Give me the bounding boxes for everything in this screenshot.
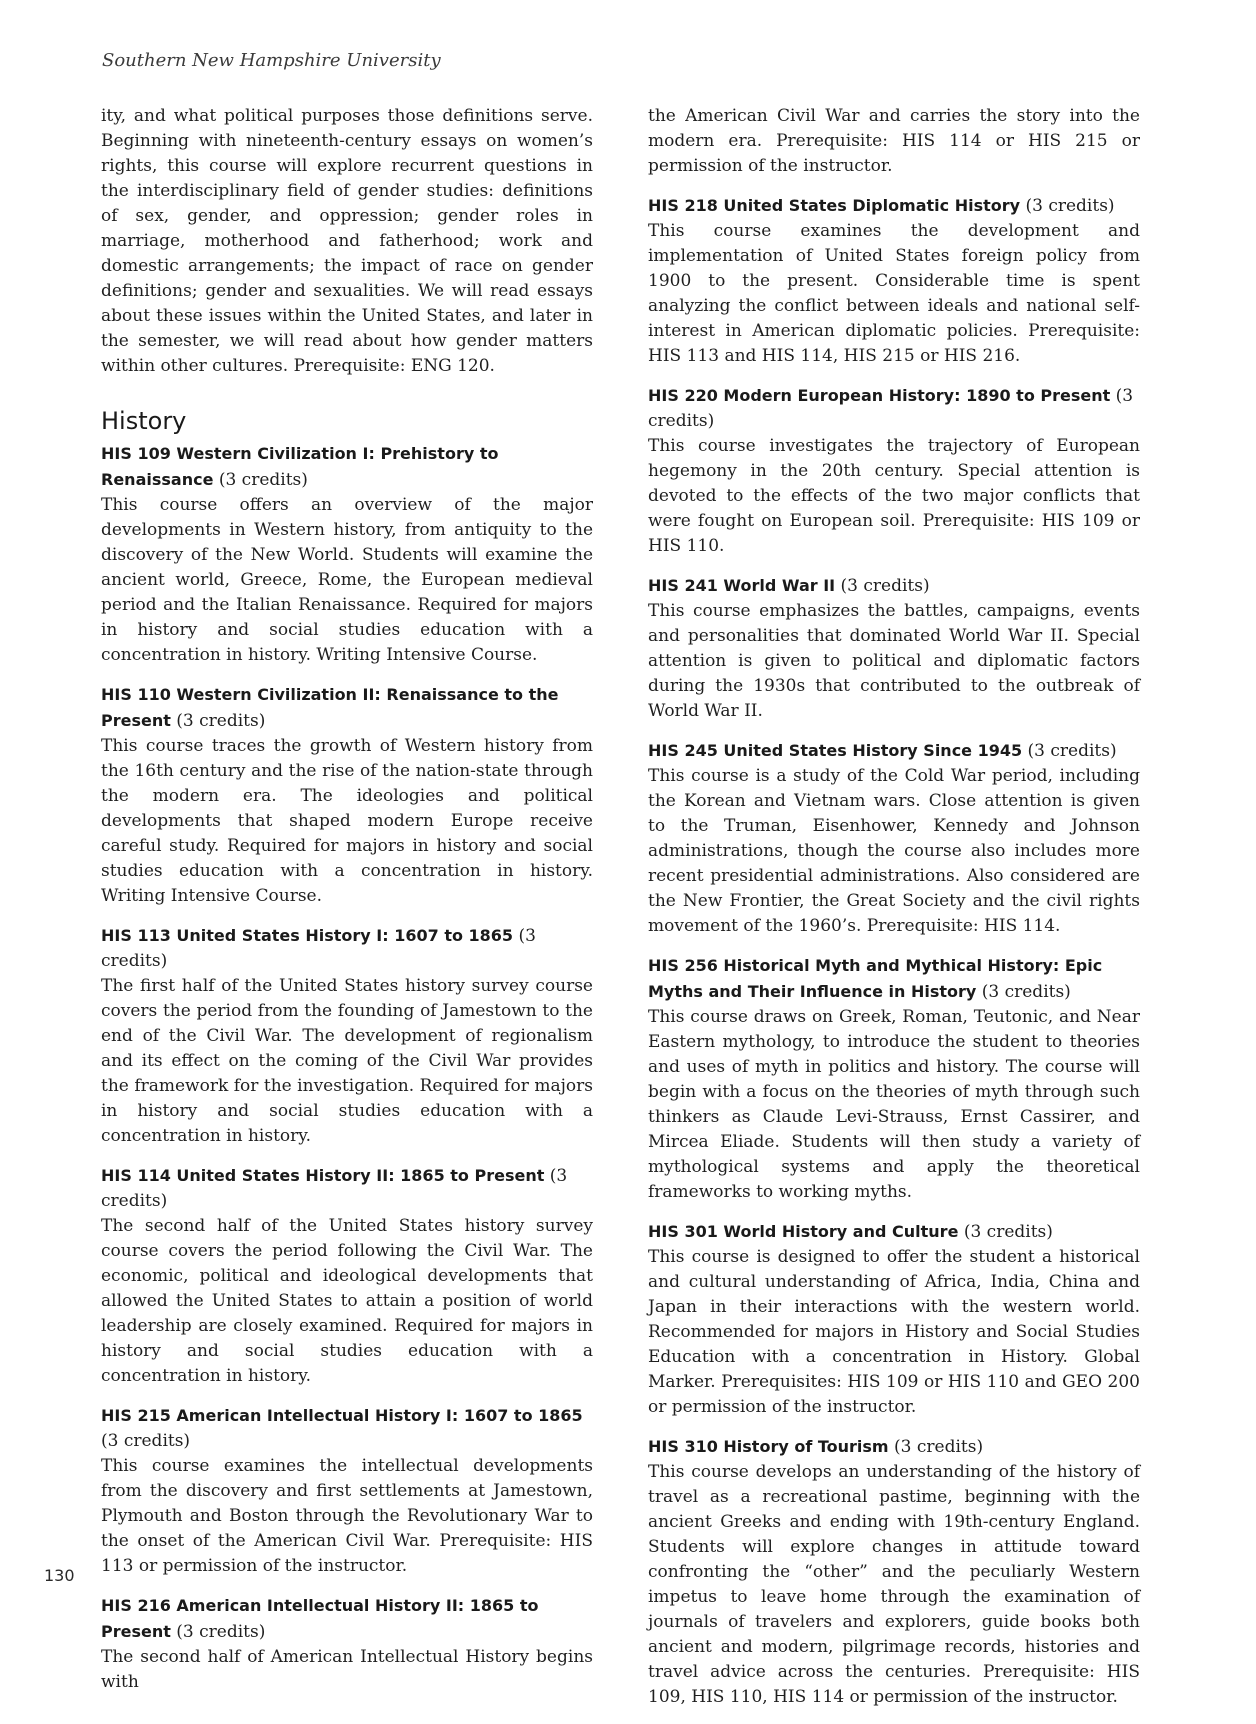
- course-entry: [648, 573, 1140, 724]
- course-entry: [101, 1403, 593, 1579]
- course-heading: [101, 1403, 593, 1454]
- course-entry: [101, 1163, 593, 1389]
- course-title: HIS 256 Historical Myth and Mythical History: Epic Myths and Their Influence in History: [648, 956, 1103, 1001]
- course-heading: [648, 953, 1140, 1005]
- course-entry: [648, 738, 1140, 939]
- course-description: This course is designed to offer the student a historical and cultural understanding of Africa, India, China and Japan in their interactions with the western world. Recommended for majors in History and Social Studies Education with a concentration in History. Global Marker. Prerequisites: HIS 109 or HIS 110 and GEO 200 or permission of the instructor.: [648, 1247, 1140, 1417]
- course-entry: [648, 1219, 1140, 1420]
- course-credits: (3 credits): [981, 982, 1071, 1002]
- course-description: This course examines the intellectual developments from the discovery and first settlements at Jamestown, Plymouth and Boston through the Revolutionary War to the onset of the American Civil War. Prerequisite: HIS 113 or permission of the instructor.: [101, 1456, 593, 1576]
- course-title: HIS 114 United States History II: 1865 to Present: [101, 1166, 545, 1185]
- course-credits: (3 credits): [894, 1437, 984, 1457]
- course-entry: [648, 193, 1140, 369]
- course-credits: (3 credits): [218, 470, 308, 490]
- running-head: Southern New Hampshire University: [102, 50, 441, 71]
- course-title: HIS 113 United States History I: 1607 to 1865: [101, 926, 514, 945]
- course-description: This course emphasizes the battles, campaigns, events and personalities that dominated World War II. Special attention is given to political and diplomatic factors during the 1930s that contributed to the outbreak of World War II.: [648, 601, 1140, 721]
- course-entry: [101, 441, 593, 668]
- course-entry: [648, 1434, 1140, 1710]
- left-column: [101, 104, 593, 1709]
- course-heading: [101, 923, 593, 974]
- course-title: HIS 216 American Intellectual History II: 1865 to Present: [101, 1596, 539, 1641]
- course-heading: [648, 573, 1140, 599]
- course-description: This course develops an understanding of the history of travel as a recreational pastime, beginning with the ancient Greeks and ending with 19th-century England. Students will explore changes in attitude toward confronting the “other” and the peculiarly Western impetus to leave home through the examination of journals of travelers and explorers, guide books both ancient and modern, pilgrimage records, histories and travel advice across the centuries. Prerequisite: HIS 109, HIS 110, HIS 114 or permission of the instructor.: [648, 1462, 1140, 1707]
- course-heading: [101, 682, 593, 734]
- course-heading: [101, 441, 593, 493]
- course-credits: (3 credits): [101, 1431, 191, 1451]
- course-credits: (3 credits): [101, 1166, 568, 1211]
- course-credits: (3 credits): [648, 386, 1134, 431]
- course-title: HIS 215 American Intellectual History I: 1607 to 1865: [101, 1406, 583, 1425]
- course-credits: (3 credits): [176, 711, 266, 731]
- course-credits: (3 credits): [1025, 196, 1115, 216]
- course-entry: [648, 383, 1140, 559]
- course-description: This course examines the development and implementation of United States foreign policy from 1900 to the present. Considerable time is spent analyzing the conflict between ideals and national self-interest in American diplomatic policies. Prerequisite: HIS 113 and HIS 114, HIS 215 or HIS 216.: [648, 221, 1140, 366]
- course-heading: [648, 193, 1140, 219]
- continued-paragraph: the American Civil War and carries the story into the modern era. Prerequisite: HIS 114 or HIS 215 or permission of the instructor.: [648, 106, 1140, 176]
- section-heading: History: [101, 407, 187, 435]
- course-description: This course draws on Greek, Roman, Teutonic, and Near Eastern mythology, to introduce the student to theories and uses of myth in politics and history. The course will begin with a focus on the theories of myth through such thinkers as Claude Levi-Strauss, Ernst Cassirer, and Mircea Eliade. Students will then study a variety of mythological systems and apply the theoretical frameworks to working myths.: [648, 1007, 1140, 1202]
- course-heading: [648, 1219, 1140, 1245]
- course-title: HIS 218 United States Diplomatic History: [648, 196, 1021, 215]
- course-description: The second half of American Intellectual History begins with: [101, 1647, 593, 1692]
- course-description: This course investigates the trajectory of European hegemony in the 20th century. Special attention is devoted to the effects of the two major conflicts that were fought on European soil. Prerequisite: HIS 109 or HIS 110.: [648, 436, 1140, 556]
- course-heading: [101, 1163, 593, 1214]
- course-title: HIS 110 Western Civilization II: Renaissance to the Present: [101, 685, 559, 730]
- page-number: 130: [44, 1566, 75, 1585]
- course-credits: (3 credits): [101, 926, 536, 971]
- course-heading: [648, 383, 1140, 434]
- course-heading: [648, 738, 1140, 764]
- course-credits: (3 credits): [1027, 741, 1117, 761]
- course-description: The second half of the United States history survey course covers the period following the Civil War. The economic, political and ideological developments that allowed the United States to attain a position of world leadership are closely examined. Required for majors in history and social studies education with a concentration in history.: [101, 1216, 593, 1386]
- intro-paragraph: ity, and what political purposes those definitions serve. Beginning with nineteenth-century essays on women’s rights, this course will explore recurrent questions in the interdisciplinary field of gender studies: definitions of sex, gender, and oppression; gender roles in marriage, motherhood and fatherhood; work and domestic arrangements; the impact of race on gender definitions; gender and sexualities. We will read essays about these issues within the United States, and later in the semester, we will read about how gender matters within other cultures. Prerequisite: ENG 120.: [101, 106, 593, 376]
- course-entry: [101, 682, 593, 909]
- course-heading: [101, 1593, 593, 1645]
- course-credits: (3 credits): [840, 576, 930, 596]
- right-column: [648, 104, 1140, 1724]
- course-title: HIS 301 World History and Culture: [648, 1222, 959, 1241]
- course-heading: [648, 1434, 1140, 1460]
- course-description: This course traces the growth of Western history from the 16th century and the rise of the nation-state through the modern era. The ideologies and political developments that shaped modern Europe receive careful study. Required for majors in history and social studies education with a concentration in history. Writing Intensive Course.: [101, 736, 593, 906]
- course-entry: [648, 953, 1140, 1205]
- course-credits: (3 credits): [176, 1622, 266, 1642]
- course-entry: [101, 1593, 593, 1695]
- course-title: HIS 241 World War II: [648, 576, 836, 595]
- course-entry: [101, 923, 593, 1149]
- course-title: HIS 245 United States History Since 1945: [648, 741, 1023, 760]
- course-description: The first half of the United States history survey course covers the period from the founding of Jamestown to the end of the Civil War. The development of regionalism and its effect on the coming of the Civil War provides the framework for the investigation. Required for majors in history and social studies education with a concentration in history.: [101, 976, 593, 1146]
- course-title: HIS 310 History of Tourism: [648, 1437, 889, 1456]
- course-description: This course is a study of the Cold War period, including the Korean and Vietnam wars. Close attention is given to the Truman, Eisenhower, Kennedy and Johnson administrations, though the course also includes more recent presidential administrations. Also considered are the New Frontier, the Great Society and the civil rights movement of the 1960’s. Prerequisite: HIS 114.: [648, 766, 1140, 936]
- course-title: HIS 109 Western Civilization I: Prehistory to Renaissance: [101, 444, 499, 489]
- course-description: This course offers an overview of the major developments in Western history, from antiquity to the discovery of the New World. Students will examine the ancient world, Greece, Rome, the European medieval period and the Italian Renaissance. Required for majors in history and social studies education with a concentration in history. Writing Intensive Course.: [101, 495, 593, 665]
- course-credits: (3 credits): [963, 1222, 1053, 1242]
- course-title: HIS 220 Modern European History: 1890 to Present: [648, 386, 1111, 405]
